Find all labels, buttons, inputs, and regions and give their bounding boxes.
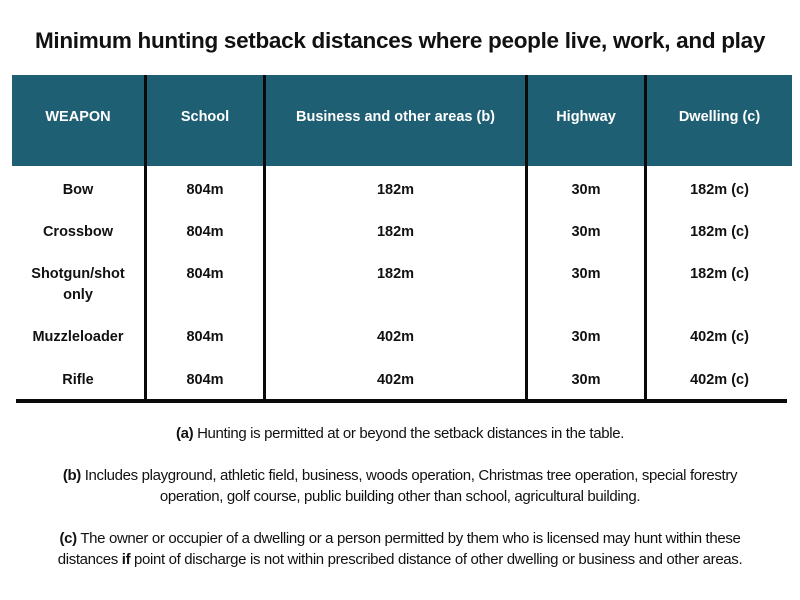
footnote-b-text: Includes playground, athletic field, business, woods operation, Christmas tree operation, special forestry — [80, 467, 738, 484]
footnote-c-text-pre: distances — [57, 551, 122, 568]
cell-weapon: Crossbow — [42, 224, 114, 240]
cell-business: 402m — [376, 372, 415, 388]
footnote-b — [0, 465, 800, 507]
cell-dwelling: 182m (c) — [690, 182, 749, 198]
cell-school: 804m — [186, 266, 224, 282]
cell-dwelling: 402m (c) — [690, 329, 749, 345]
cell-school: 804m — [186, 329, 224, 345]
header-highway: Highway — [556, 109, 616, 125]
table-bottom-rule — [16, 399, 787, 403]
cell-highway: 30m — [571, 182, 601, 198]
cell-dwelling: 182m (c) — [690, 266, 749, 282]
cell-highway: 30m — [571, 266, 601, 282]
cell-business: 402m — [376, 329, 415, 345]
footnote-b-marker: (b) — [62, 467, 81, 484]
cell-highway: 30m — [571, 372, 601, 388]
footnote-a-text: Hunting is permitted at or beyond the setback distances in the table. — [193, 425, 625, 442]
cell-highway: 30m — [571, 329, 601, 345]
footnote-c-line2 — [0, 549, 800, 570]
cell-business: 182m — [376, 182, 415, 198]
header-business: Business and other areas (b) — [295, 109, 496, 125]
cell-business: 182m — [376, 224, 415, 240]
footnote-c — [0, 528, 800, 570]
footnote-c-marker: (c) — [59, 530, 77, 547]
cell-weapon: Muzzleloader — [32, 329, 124, 345]
footnote-c-text-post: point of discharge is not within prescribed distance of other dwelling or business and other areas. — [130, 551, 743, 568]
page-title: Minimum hunting setback distances where people live, work, and play — [34, 28, 766, 53]
cell-school: 804m — [186, 182, 224, 198]
footnote-b-line2: operation, golf course, public building other than school, agricultural building. — [159, 488, 641, 505]
header-dwelling: Dwelling (c) — [678, 109, 761, 125]
cell-dwelling: 402m (c) — [690, 372, 749, 388]
cell-school: 804m — [186, 224, 224, 240]
footnote-c-text: The owner or occupier of a dwelling or a person permitted by them who is licensed may hunt within these — [76, 530, 741, 547]
footnote-c-emphasis: if — [121, 551, 131, 568]
cell-dwelling: 182m (c) — [690, 224, 749, 240]
cell-school: 804m — [186, 372, 224, 388]
footnote-b-line1 — [0, 465, 800, 486]
cell-weapon: Rifle — [62, 372, 94, 388]
cell-weapon: Shotgun/shot only — [31, 266, 125, 303]
cell-highway: 30m — [571, 224, 601, 240]
footnote-a — [0, 423, 800, 444]
footnote-c-line1 — [0, 528, 800, 549]
header-school: School — [180, 109, 230, 125]
cell-weapon: Bow — [62, 182, 94, 198]
cell-business: 182m — [376, 266, 415, 282]
footnote-a-marker: (a) — [175, 425, 194, 442]
header-weapon: WEAPON — [45, 109, 111, 125]
